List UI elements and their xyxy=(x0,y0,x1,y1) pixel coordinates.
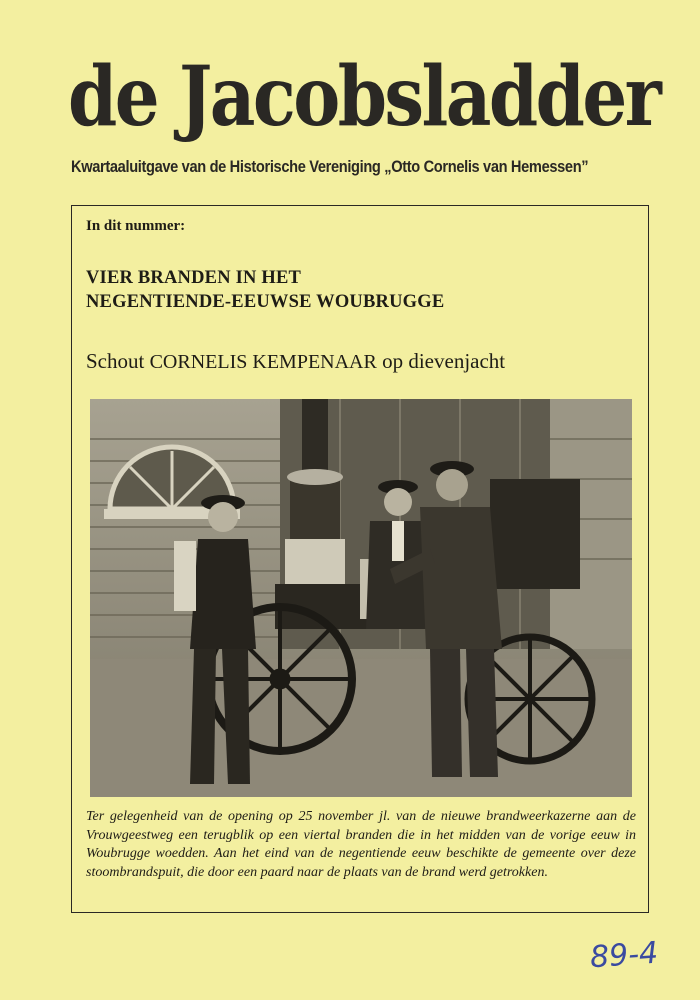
second-article-title xyxy=(86,349,505,374)
magazine-title: de Jacobsladder xyxy=(68,49,660,145)
article-name: CORNELIS KEMPENAAR xyxy=(149,351,377,373)
contents-box xyxy=(71,205,649,913)
headline-line-2: NEGENTIENDE-EEUWSE WOUBRUGGE xyxy=(86,292,445,312)
photo-caption: Ter gelegenheid van de opening op 25 november jl. van de nieuwe brandweerkazerne aan de Vrouwgeestweg een terugblik op een viertal branden die in het midden van de vorige eeuw in Woubrugge woedden. Aan het eind van de negentiende eeuw beschikte de gemeente over deze stoombrandspuit, die door een paard naar de plaats van de brand werd getrokken. xyxy=(86,809,636,880)
fire-engine-photo xyxy=(90,399,632,797)
article-suffix: op dievenjacht xyxy=(376,349,506,373)
handwritten-note: 89-4 xyxy=(588,935,660,976)
pump-machinery xyxy=(490,479,580,589)
magazine-subtitle: Kwartaaluitgave van de Historische Vereniging „Otto Cornelis van Hemessen” xyxy=(71,157,589,176)
photo-illustration xyxy=(90,399,632,797)
in-this-issue-label: In dit nummer: xyxy=(86,218,186,234)
headline-line-1: VIER BRANDEN IN HET xyxy=(86,268,302,288)
main-headline xyxy=(86,266,444,314)
article-prefix: Schout xyxy=(86,349,150,373)
